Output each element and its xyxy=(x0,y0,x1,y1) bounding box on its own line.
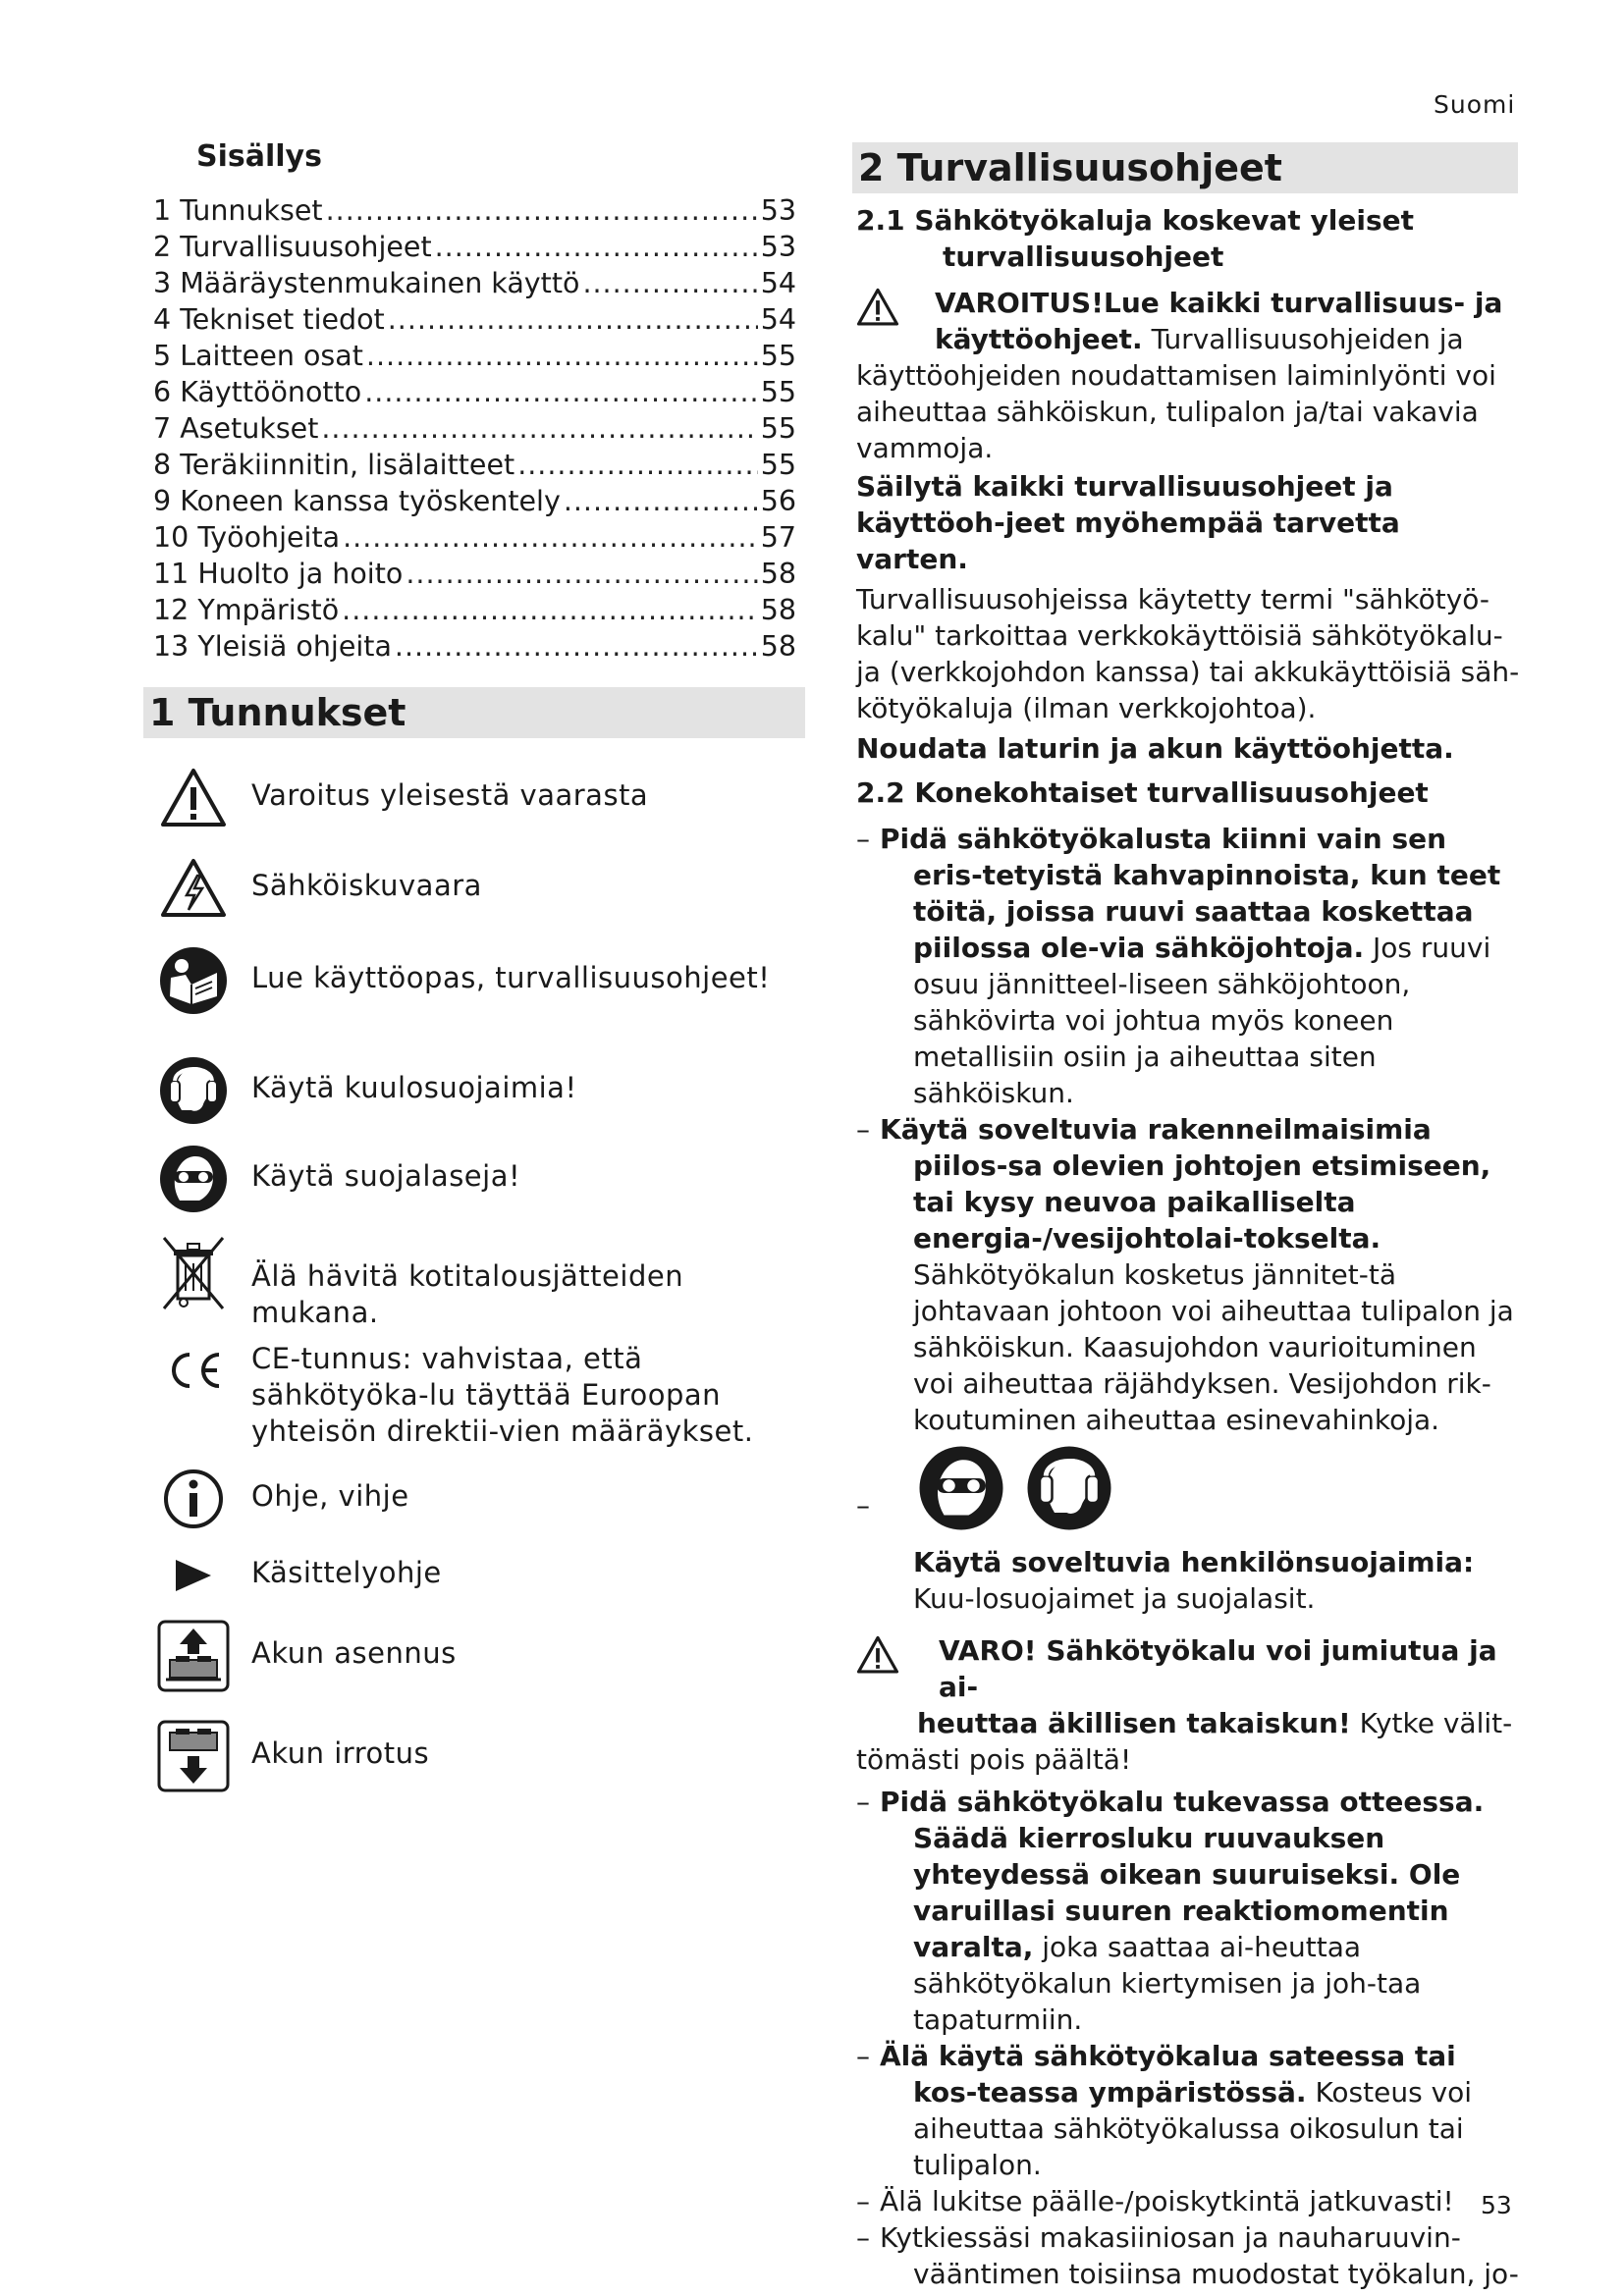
symbol-description: Lue käyttöopas, turvallisuusohjeet! xyxy=(251,961,771,994)
warning-text-bold: VAROITUS!Lue kaikki turvallisuus- ja xyxy=(935,287,1503,319)
symbol-description: Älä hävitä kotitalousjätteiden mukana. xyxy=(251,1259,684,1329)
list-item xyxy=(856,1544,1520,1617)
warning-text: Turvallisuusohjeiden ja xyxy=(1142,323,1464,355)
toc-item[interactable] xyxy=(153,374,796,410)
toc-item-page: 53 xyxy=(760,194,796,227)
list-dash: – xyxy=(856,1489,870,1522)
toc-item-page: 56 xyxy=(760,485,796,517)
warning-text: Kytke välit- xyxy=(1350,1707,1513,1739)
list-item xyxy=(856,1784,1520,2038)
toc-item-page: 55 xyxy=(760,340,796,372)
list-item-text: Kuu-losuojaimet ja suojalasit. xyxy=(913,1582,1316,1615)
symbol-description: Varoitus yleisestä vaarasta xyxy=(251,778,649,812)
symbol-row xyxy=(153,848,801,929)
warning-text: käyttöohjeiden noudattamisen laiminlyönti voi aiheuttaa sähköiskun, tulipalon ja/tai vakavia vammoja. xyxy=(856,359,1496,464)
symbol-row xyxy=(153,940,801,1021)
toc-item-label: 8 Teräkiinnitin, lisälaitteet xyxy=(153,449,515,481)
symbol-row xyxy=(153,758,801,838)
electric-shock-icon xyxy=(153,848,234,929)
toc-item-page: 55 xyxy=(760,412,796,445)
hearing-protection-icon xyxy=(153,1050,234,1131)
list-dash: – xyxy=(856,1113,870,1146)
toc-item[interactable] xyxy=(153,229,796,265)
toc-leader xyxy=(395,628,758,665)
language-label: Suomi xyxy=(1434,90,1516,119)
warning-text-bold: heuttaa äkillisen takaiskun! xyxy=(917,1707,1351,1739)
warning-triangle-icon xyxy=(153,758,234,838)
toc-item-label: 10 Työohjeita xyxy=(153,521,341,554)
list-item-bold: Käytä soveltuvia rakenneilmaisimia piilos-sa olevien johtojen etsimiseen, tai kysy neuvoa paikalliselta energia-/vesijohtolai-tokselta. xyxy=(880,1113,1491,1255)
list-item-text: Sähkötyökalun kosketus jännitet-tä johtavaan johtoon voi aiheuttaa tulipalon ja sähköiskun. Kaasujohdon vaurioituminen voi aiheuttaa räjähdyksen. Vesijohdon rik-koutuminen aiheuttaa esinevahinkoja. xyxy=(913,1258,1514,1436)
toc-item-page: 57 xyxy=(760,521,796,554)
hearing-protection-icon xyxy=(1025,1444,1113,1541)
warning-triangle-icon xyxy=(856,287,899,337)
page-number: 53 xyxy=(1481,2191,1512,2219)
toc-item[interactable] xyxy=(153,338,796,374)
battery-remove-icon xyxy=(153,1716,234,1796)
toc-item[interactable] xyxy=(153,628,796,665)
read-manual-icon xyxy=(153,940,234,1021)
toc-item-label: 3 Määräystenmukainen käyttö xyxy=(153,267,580,299)
subsection-title-general xyxy=(856,202,1520,275)
term-definition: Turvallisuusohjeissa käytetty termi "sähkötyö-kalu" tarkoittaa verkkokäyttöisiä sähkötyökalu-ja (verkkojohdon kanssa) tai akkukäyttöisiä säh-kötyökaluja (ilman verkkojohtoa). xyxy=(856,583,1520,724)
warning-text-bold: VARO! Sähkötyökalu voi jumiutua ja ai- xyxy=(939,1634,1497,1703)
symbol-description: CE-tunnus: vahvistaa, että sähkötyöka-lu täyttää Euroopan yhteisön direktii-vien määräykset. xyxy=(251,1342,754,1448)
list-item-bold: Käytä soveltuvia henkilönsuojaimia: xyxy=(913,1546,1475,1578)
toc-item[interactable] xyxy=(153,410,796,447)
warning-triangle-icon xyxy=(856,1634,899,1684)
symbol-description: Sähköiskuvaara xyxy=(251,869,482,902)
toc-item-page: 58 xyxy=(760,630,796,663)
symbol-description: Akun asennus xyxy=(251,1636,457,1670)
crossed-bin-icon xyxy=(153,1233,234,1313)
list-dash: – xyxy=(856,1786,870,1818)
symbol-row xyxy=(153,1535,801,1616)
toc-item-page: 55 xyxy=(760,376,796,408)
toc-item[interactable] xyxy=(153,556,796,592)
toc-item-page: 54 xyxy=(760,303,796,336)
battery-insert-icon xyxy=(153,1616,234,1696)
section-heading-safety: 2 Turvallisuusohjeet xyxy=(852,142,1518,193)
toc-leader xyxy=(435,229,758,265)
warning-text-bold: käyttöohjeet. xyxy=(935,323,1143,355)
list-dash: – xyxy=(856,2185,870,2217)
toc-item-page: 55 xyxy=(760,449,796,481)
toc-leader xyxy=(517,447,758,483)
ppe-icons-row xyxy=(856,1438,1520,1536)
toc-item[interactable] xyxy=(153,301,796,338)
toc-item[interactable] xyxy=(153,519,796,556)
subsection-title-line: turvallisuusohjeet xyxy=(943,240,1224,273)
toc-leader xyxy=(321,410,757,447)
list-item-text: joka saattaa ai-heuttaa sähkötyökalun kiertymisen ja joh-taa tapaturmiin. xyxy=(913,1931,1422,2036)
symbol-row xyxy=(153,1139,801,1219)
safety-column xyxy=(856,202,1520,2292)
symbol-description: Akun irrotus xyxy=(251,1736,430,1770)
toc-leader xyxy=(364,374,758,410)
toc-item[interactable] xyxy=(153,483,796,519)
safety-glasses-icon xyxy=(917,1444,1005,1541)
list-item-bold: Pidä sähkötyökalu tukevassa otteessa. Säädä kierrosluku ruuvauksen yhteydessä oikean suuruiseksi. Ole varuillasi suuren reaktiomomentin varalta, xyxy=(880,1786,1485,1963)
safety-glasses-icon xyxy=(153,1139,234,1219)
toc-item-page: 58 xyxy=(760,558,796,590)
toc-leader xyxy=(388,301,758,338)
keep-instructions-note: Säilytä kaikki turvallisuusohjeet ja käyttöoh-jeet myöhempää tarvetta varten. xyxy=(856,470,1400,575)
list-dash: – xyxy=(856,823,870,855)
list-item xyxy=(856,2183,1520,2219)
toc-item-label: 9 Koneen kanssa työskentely xyxy=(153,485,561,517)
toc-leader xyxy=(326,192,758,229)
toc-item[interactable] xyxy=(153,447,796,483)
symbol-description: Ohje, vihje xyxy=(251,1479,409,1513)
toc-item-label: 11 Huolto ja hoito xyxy=(153,558,404,590)
info-icon xyxy=(153,1459,234,1539)
table-of-contents xyxy=(153,192,796,665)
toc-item-label: 13 Yleisiä ohjeita xyxy=(153,630,392,663)
play-arrow-icon xyxy=(153,1535,234,1616)
toc-title: Sisällys xyxy=(196,139,322,174)
symbol-row xyxy=(153,1716,801,1796)
list-item xyxy=(856,821,1520,1111)
warning-block-kickback xyxy=(856,1632,1520,1778)
symbol-row xyxy=(153,1616,801,1696)
toc-leader xyxy=(406,556,757,592)
symbol-description: Käytä suojalaseja! xyxy=(251,1159,521,1193)
toc-item-page: 53 xyxy=(760,231,796,263)
subsection-title-specific: 2.2 Konekohtaiset turvallisuusohjeet xyxy=(856,776,1429,809)
toc-item-label: 4 Tekniset tiedot xyxy=(153,303,385,336)
list-item xyxy=(856,2219,1520,2292)
toc-item[interactable] xyxy=(153,192,796,229)
list-dash: – xyxy=(856,2221,870,2254)
toc-item-page: 58 xyxy=(760,594,796,626)
warning-text: tömästi pois päältä! xyxy=(856,1743,1132,1776)
symbol-description: Käsittelyohje xyxy=(251,1556,442,1589)
toc-item-label: 2 Turvallisuusohjeet xyxy=(153,231,432,263)
toc-leader xyxy=(564,483,758,519)
subsection-title-line: 2.1 Sähkötyökaluja koskevat yleiset xyxy=(856,204,1414,237)
symbol-row xyxy=(153,1233,801,1331)
list-item-text: Älä lukitse päälle-/poiskytkintä jatkuvasti! xyxy=(880,2185,1454,2217)
symbol-row xyxy=(153,1050,801,1131)
symbol-description: Käytä kuulosuojaimia! xyxy=(251,1071,577,1104)
list-item xyxy=(856,1111,1520,1438)
list-item xyxy=(856,2038,1520,2183)
symbol-row xyxy=(153,1339,801,1450)
list-item-bold: Pidä sähkötyökalusta kiinni vain sen eris-tetyistä kahvapinnoista, kun teet töitä, joissa ruuvi saattaa koskettaa piilossa ole-via sähköjohtoja. xyxy=(880,823,1501,964)
warning-block-general xyxy=(856,285,1520,466)
toc-leader xyxy=(582,265,757,301)
toc-leader xyxy=(343,519,758,556)
list-dash: – xyxy=(856,2040,870,2072)
symbol-row xyxy=(153,1459,801,1539)
toc-item-label: 5 Laitteen osat xyxy=(153,340,363,372)
toc-item-label: 7 Asetukset xyxy=(153,412,319,445)
list-item-text: Kytkiessäsi makasiiniosan ja nauharuuvin-vääntimen toisiinsa muodostat työkalun, jo- xyxy=(880,2221,1519,2290)
list-item-text: Kosteus voi aiheuttaa sähkötyökalussa oikosulun tai tulipalon. xyxy=(913,2076,1473,2181)
ce-mark-icon xyxy=(153,1339,234,1419)
toc-item[interactable] xyxy=(153,265,796,301)
toc-leader xyxy=(366,338,758,374)
toc-leader xyxy=(342,592,758,628)
toc-item[interactable] xyxy=(153,592,796,628)
toc-item-label: 6 Käyttöönotto xyxy=(153,376,362,408)
toc-item-label: 1 Tunnukset xyxy=(153,194,323,227)
list-item-bold: Älä käytä sähkötyökalua sateessa tai kos-teassa ympäristössä. xyxy=(880,2040,1456,2109)
toc-item-label: 12 Ympäristö xyxy=(153,594,340,626)
charger-note: Noudata laturin ja akun käyttöohjetta. xyxy=(856,732,1454,765)
list-item-text: Jos ruuvi osuu jännitteel-liseen sähköjohtoon, sähkövirta voi johtua myös koneen metallisiin osiin ja aiheuttaa siten sähköiskun. xyxy=(913,932,1491,1109)
section-heading-symbols: 1 Tunnukset xyxy=(143,687,805,738)
toc-item-page: 54 xyxy=(760,267,796,299)
